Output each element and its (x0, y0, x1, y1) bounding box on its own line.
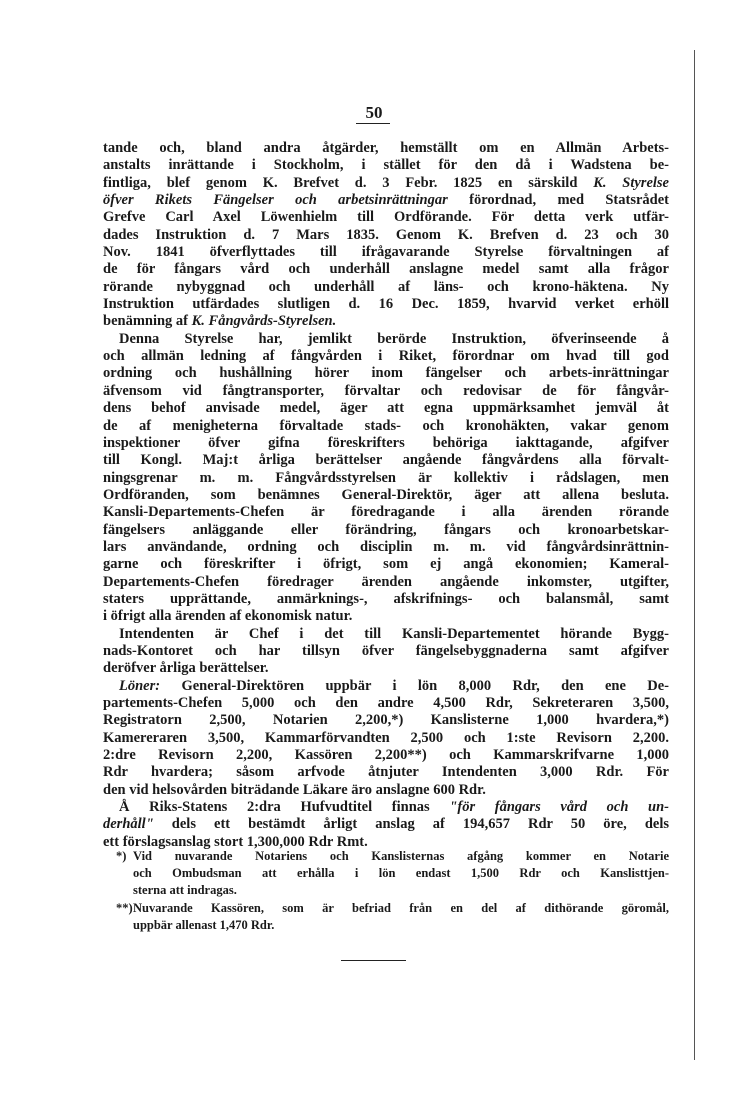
italic-text: K. Styrelse (593, 174, 669, 191)
text-line: Rdr hvardera; såsom arfvode åtnjuter Intendenten 3,000 Rdr. För (103, 764, 669, 781)
page-edge-line (694, 50, 695, 1060)
footnote-line: uppbär allenast 1,470 Rdr. (133, 917, 275, 932)
text-line: Ordföranden, som benämnes General-Direktör, äger att allena besluta. (103, 486, 669, 503)
text-line: till Kongl. Maj:t årliga berättelser angående fångvårdens alla förvalt- (103, 452, 669, 469)
text-line: de för fångars vård och underhåll anslagne medel samt alla frågor (103, 261, 669, 278)
text-line: inspektioner öfver gifna föreskrifters behöriga iakttagande, afgifver (103, 434, 669, 451)
text-line: äfvensom vid fångtransporter, förvaltar och redovisar de för fångvår- (103, 382, 669, 399)
text-line: staters upprättande, anmärknings-, afskrifnings- och balansmål, samt (103, 590, 669, 607)
text-line: Intendenten är Chef i det till Kansli-Departementet hörande Bygg- (119, 625, 669, 642)
footnote-marker: *) (116, 849, 127, 863)
text-span: förordnad, med Statsrådet (469, 192, 669, 209)
footnotes (116, 848, 669, 934)
italic-text: öfver Rikets Fängelser och arbetsinrättningar (103, 192, 448, 209)
text-line: nads-Kontoret och har tillsyn öfver fängelsebyggnaderna samt afgifver (103, 642, 669, 659)
text-line: garne och föreskrifter i öfrigt, som ej angå ekonomien; Kameral- (103, 556, 669, 573)
text-line (103, 192, 669, 209)
paragraph-5 (103, 799, 669, 851)
footnote-line (116, 900, 669, 917)
text-line: ningsgrenar m. m. Fångvårdsstyrelsen är kollektiv i rådslagen, men (103, 469, 669, 486)
footnote-1 (116, 848, 669, 900)
italic-text: "för fångars vård och un- (449, 799, 669, 816)
text-line: i öfrigt alla ärenden af ekonomisk natur. (103, 608, 353, 625)
end-rule (341, 960, 406, 961)
text-line: Kamereraren 3,500, Kammarförvandten 2,500 och 1:ste Revisorn 2,200. (103, 729, 669, 746)
footnote-line (116, 848, 669, 865)
page-number-underline (356, 123, 390, 124)
text-line: Instruktion utfärdades slutligen d. 16 Dec. 1859, hvarvid verket erhöll (103, 296, 669, 313)
text-line (103, 799, 669, 816)
text-line: partements-Chefen 5,000 och den andre 4,500 Rdr, Sekreteraren 3,500, (103, 695, 669, 711)
text-line (103, 175, 669, 192)
italic-text: Löner: (119, 677, 161, 694)
italic-text: derhåll" (103, 816, 154, 833)
body-text (103, 140, 669, 851)
text-line: deröfver årliga berättelser. (103, 660, 269, 677)
footnote-marker: **) (116, 900, 133, 915)
footnote-line: och Ombudsman att erhålla i lön endast 1,500 Rdr och Kanslisttjen- (133, 866, 669, 881)
text-line (103, 816, 669, 833)
text-line: Denna Styrelse har, jemlikt berörde Instruktion, öfverinseende å (119, 330, 669, 347)
text-line: anstalts inrättande i Stockholm, i stället för den då i Wadstena be- (103, 157, 669, 174)
footnote-line: sterna att indragas. (133, 883, 237, 898)
footnote-2 (116, 900, 669, 934)
paragraph-4 (103, 678, 669, 799)
text-line: dades Instruktion d. 7 Mars 1835. Genom K. Brefven d. 23 och 30 (103, 226, 669, 243)
text-line: de af menigheterna förvaltade stads- och kronohäkten, vakar genom (103, 417, 669, 434)
text-line: den vid helsovården biträdande Läkare äro anslagne 600 Rdr. (103, 781, 486, 798)
text-line (103, 313, 669, 330)
text-line: 2:dre Revisorn 2,200, Kassören 2,200**) och Kammarskrifvarne 1,000 (103, 747, 669, 764)
text-line: Departements-Chefen föredrager ärenden angående inkomster, utgifter, (103, 573, 669, 590)
text-line: ett förslagsanslag stort 1,300,000 Rdr Rmt. (103, 833, 368, 850)
text-span: Nuvarande Kassören, som är befriad från en del af dithörande göromål, (133, 900, 669, 915)
text-span: benämning af (103, 313, 189, 330)
text-line: Registratorn 2,500, Notarien 2,200,*) Kanslisterne 1,000 hvardera,*) (103, 712, 669, 729)
text-line: Grefve Carl Axel Löwenhielm till Ordförande. För detta verk utfär- (103, 209, 669, 226)
paragraph-2 (103, 331, 669, 626)
text-line: Kansli-Departements-Chefen är föredragande i alla ärenden rörande (103, 504, 669, 521)
text-line: rörande nybyggnad och underhåll af läns- och krono-häktena. Ny (103, 278, 669, 295)
text-span: fintliga, blef genom K. Brefvet d. 3 Febr. 1825 en särskild (103, 174, 578, 191)
text-line: lars användande, ordning och disciplin m. m. vid fångvårdsinrättnin- (103, 538, 669, 555)
text-line (103, 678, 669, 695)
text-span: dels ett bestämdt årligt anslag af 194,657 Rdr 50 öre, dels (171, 816, 669, 833)
italic-text: K. Fångvårds-Styrelsen. (191, 313, 337, 330)
text-span: Å Riks-Statens 2:dra Hufvudtitel finnas (119, 799, 430, 816)
text-line: fängelsers anläggande eller förändring, fångars och kronoarbetskar- (103, 521, 669, 538)
text-line: och allmän ledning af fångvården i Riket, förordnar om hvad till god (103, 348, 669, 365)
text-line: dens behof anvisade medel, äger att egna uppmärksamhet jemväl åt (103, 400, 669, 417)
paragraph-1 (103, 140, 669, 331)
text-span: Vid nuvarande Notariens och Kanslisternas afgång kommer en Notarie (133, 849, 669, 863)
page-number: 50 (365, 103, 383, 122)
text-line: Nov. 1841 öfverflyttades till ifrågavarande Styrelse förvaltningen af (103, 244, 669, 261)
text-line: tande och, bland andra åtgärder, hemställt om en Allmän Arbets- (103, 140, 669, 156)
paragraph-3 (103, 626, 669, 678)
text-span: General-Direktören uppbär i lön 8,000 Rdr, den ene De- (181, 677, 669, 694)
text-line: ordning och hushållning hörer inom fängelser och arbets-inrättningar (103, 365, 669, 382)
